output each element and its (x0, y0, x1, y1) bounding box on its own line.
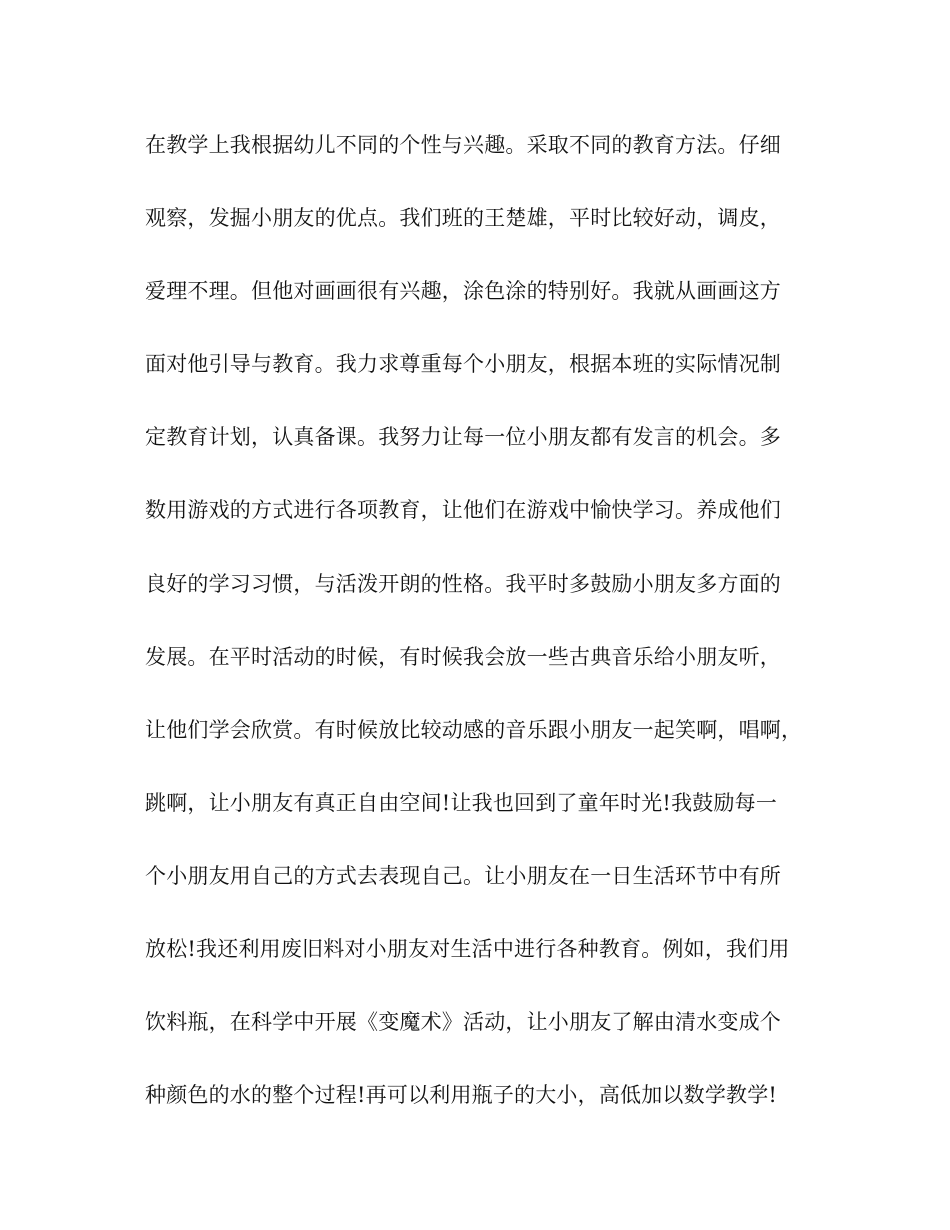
text-line: 饮料瓶，在科学中开展《变魔术》活动，让小朋友了解由清水变成个 (145, 1010, 781, 1035)
text-line: 爱理不理。但他对画画很有兴趣，涂色涂的特别好。我就从画画这方 (145, 279, 781, 304)
text-line: 个小朋友用自己的方式去表现自己。让小朋友在一日生活环节中有所 (145, 863, 781, 888)
text-line: 让他们学会欣赏。有时候放比较动感的音乐跟小朋友一起笑啊，唱啊， (145, 717, 803, 742)
text-line: 观察，发掘小朋友的优点。我们班的王楚雄，平时比较好动，调皮， (145, 206, 781, 231)
text-line: 跳啊，让小朋友有真正自由空间!让我也回到了童年时光!我鼓励每一 (145, 790, 778, 815)
text-line: 发展。在平时活动的时候，有时候我会放一些古典音乐给小朋友听， (145, 644, 781, 669)
text-line: 放松!我还利用废旧料对小朋友对生活中进行各种教育。例如，我们用 (145, 937, 790, 962)
text-line: 在教学上我根据幼儿不同的个性与兴趣。采取不同的教育方法。仔细 (145, 133, 781, 157)
text-line: 定教育计划，认真备课。我努力让每一位小朋友都有发言的机会。多 (145, 425, 781, 450)
text-line: 面对他引导与教育。我力求尊重每个小朋友，根据本班的实际情况制 (145, 352, 781, 377)
text-line: 种颜色的水的整个过程!再可以利用瓶子的大小，高低加以数学教学! (145, 1083, 778, 1108)
paragraph (145, 125, 825, 1148)
text-line: 数用游戏的方式进行各项教育，让他们在游戏中愉快学习。养成他们 (145, 498, 781, 523)
text-line: 良好的学习习惯，与活泼开朗的性格。我平时多鼓励小朋友多方面的 (145, 571, 781, 596)
